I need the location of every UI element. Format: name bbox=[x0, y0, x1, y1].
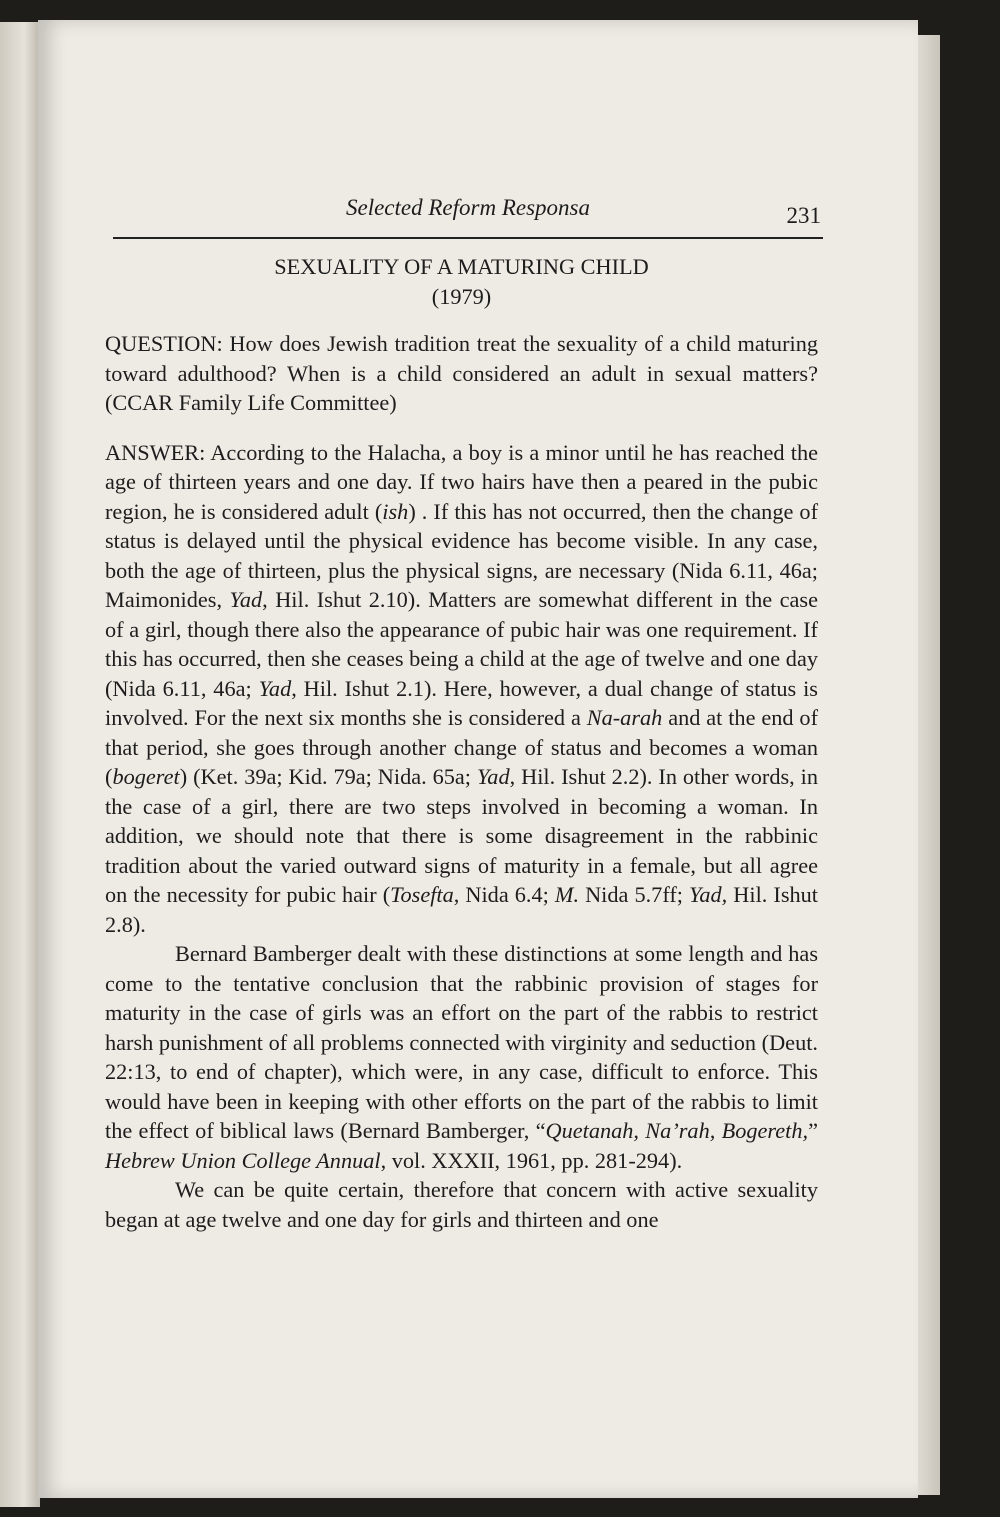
answer-term-yad: Yad bbox=[258, 675, 292, 701]
answer-text: ) (Ket. 39a; Kid. 79a; Nida. 65a; bbox=[179, 764, 477, 789]
answer-text: , Nida 6.4; bbox=[453, 882, 555, 907]
bamberger-text: ” bbox=[808, 1118, 818, 1143]
bamberger-text: , vol. XXXII, 1961, pp. 281-294). bbox=[380, 1147, 683, 1173]
answer-text: According to the Halacha, a boy is a minor until he has reached the age of thirteen years and one day. If two hairs have then a peared in the pubic region, he is considered adult ( bbox=[105, 439, 818, 524]
answer-term-bogeret: bogeret bbox=[112, 764, 180, 789]
page-stack-edge bbox=[918, 35, 940, 1495]
answer-text: and at the end of that period, she goes through another change of status and becomes a woman ( bbox=[105, 705, 818, 789]
question-label: QUESTION: bbox=[105, 331, 223, 356]
answer-term-tosefta: Tosefta bbox=[390, 882, 454, 907]
page-body bbox=[105, 252, 818, 1234]
answer-term-yad: Yad, bbox=[689, 882, 728, 907]
answer-text: , Hil. Ishut 2.1). Here, however, a dual change of status is involved. For the next six months she is considered a bbox=[105, 675, 818, 730]
bamberger-journal-title: Hebrew Union College Annual bbox=[105, 1147, 381, 1173]
bamberger-article-title: Quetanah, Na’rah, Bogereth, bbox=[545, 1118, 809, 1143]
article-year: (1979) bbox=[431, 283, 492, 309]
article-title: SEXUALITY OF A MATURING CHILD bbox=[274, 254, 649, 279]
answer-text: , Hil. Ishut 2.2). In other words, in the case of a girl, there are two steps involved in becoming a woman. In addition, we should note that there is some disagreement in the rabbinic tradition about the varied outward signs of maturity in a female, but all agree on the necessity for pubic hair ( bbox=[105, 764, 818, 907]
running-head bbox=[113, 195, 823, 239]
answer-term-mishnah: M. bbox=[554, 882, 580, 907]
answer-term-naarah: Na-arah bbox=[586, 705, 663, 730]
page-number: 231 bbox=[786, 203, 821, 228]
answer-paragraph bbox=[105, 438, 818, 940]
answer-term-ish: ish bbox=[382, 498, 409, 524]
answer-text: , Hil. Ishut 2.10). Matters are somewhat different in the case of a girl, though there also the appearance of pubic hair was one requirement. If this has occurred, then she ceases being a child at the age of twelve and one day (Nida 6.11, 46a; bbox=[105, 587, 819, 701]
answer-text: Hil. Ishut 2.8). bbox=[105, 882, 818, 937]
running-title: Selected Reform Responsa bbox=[346, 195, 590, 220]
answer-label: ANSWER: bbox=[105, 439, 206, 465]
answer-text: ) . If this has not occurred, then the change of status is delayed until the physical evidence has become visible. In any case, both the age of thirteen, plus the physical signs, are necessary (Nida 6.11, 46a; Maimonides, bbox=[105, 498, 818, 612]
bamberger-text: Bernard Bamberger dealt with these distinctions at some length and has come to the tentative conclusion that the rabbinic provision of stages for maturity in the case of girls was an effort on the part of the rabbis to restrict harsh punishment of all problems connected with virginity and seduction (Deut. 22:13, to end of chapter), which were, in any case, difficult to enforce. This would have been in keeping with other efforts on the part of the rabbis to limit the effect of biblical laws (Bernard Bamberger, “ bbox=[105, 941, 818, 1143]
answer-term-yad: Yad bbox=[229, 587, 263, 612]
question-paragraph bbox=[105, 329, 818, 418]
facing-page-edge bbox=[0, 22, 40, 1507]
answer-term-yad: Yad bbox=[476, 764, 510, 789]
question-text: How does Jewish tradition treat the sexuality of a child maturing toward adulthood? When is a child considered an adult in sexual matters? (CCAR Family Life Committee) bbox=[105, 331, 818, 415]
bamberger-paragraph bbox=[105, 939, 818, 1175]
conclusion-paragraph: We can be quite certain, therefore that concern with active sexuality began at age twelve and one day for girls and thirteen and one bbox=[105, 1177, 818, 1232]
answer-text: Nida 5.7ff; bbox=[579, 882, 690, 907]
